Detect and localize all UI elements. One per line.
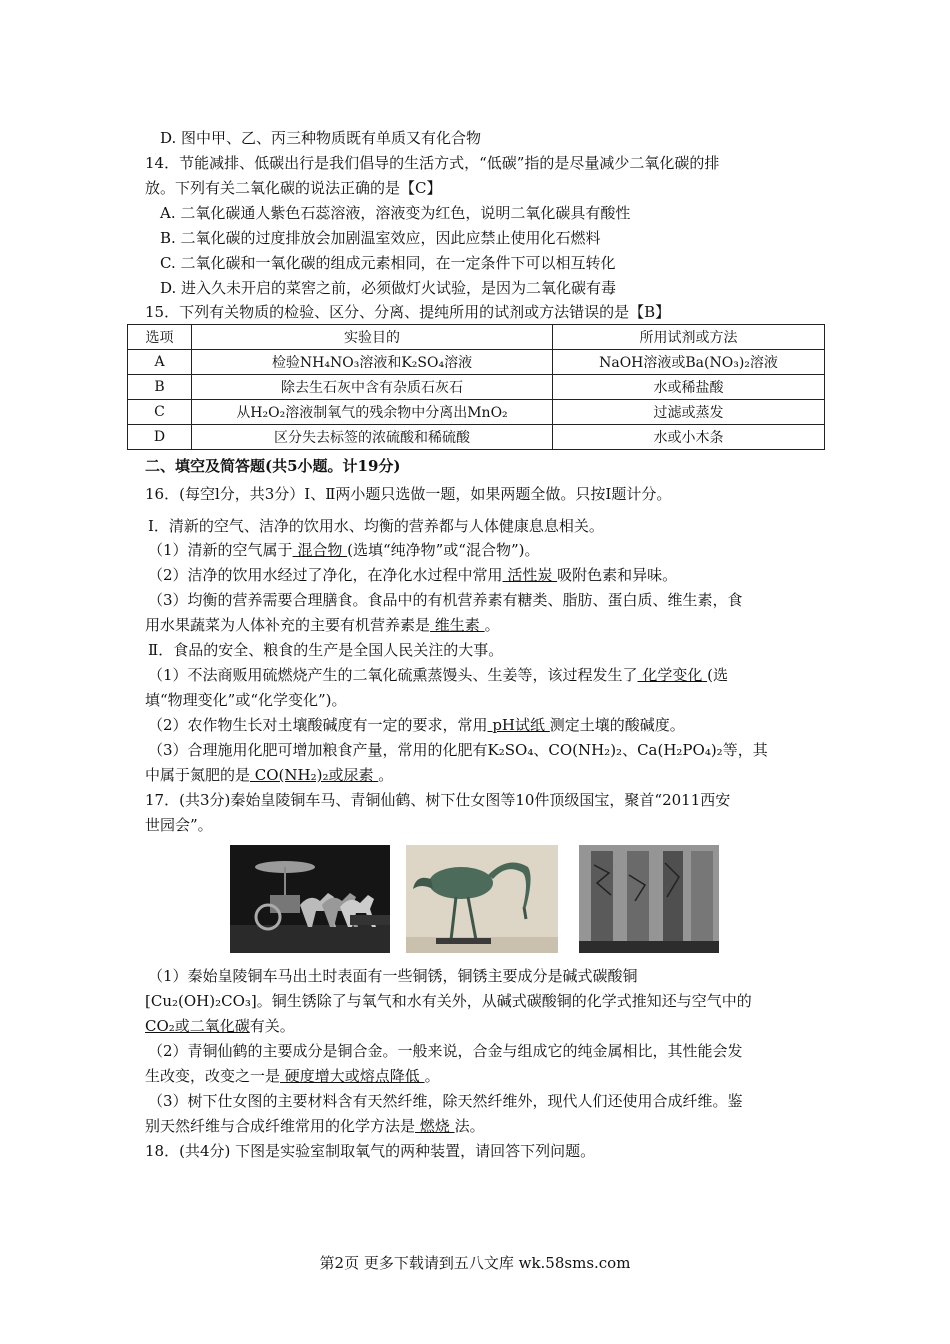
q17-1-line1: （1）秦始皇陵铜车马出土时表面有一些铜锈，铜锈主要成分是碱式碳酸铜: [148, 967, 638, 985]
table-header: 所用试剂或方法: [553, 325, 825, 350]
answer-blank: 燃烧: [415, 1117, 455, 1135]
q17-3-line1: （3）树下仕女图的主要材料含有天然纤维，除天然纤维外，现代人们还使用合成纤维。鉴: [148, 1092, 743, 1110]
answer-blank: 混合物: [292, 541, 348, 559]
q14-option-a: A. 二氧化碳通人紫色石蕊溶液，溶液变为红色，说明二氧化碳具有酸性: [160, 204, 631, 222]
q16-ii-intro: Ⅱ．食品的安全、粮食的生产是全国人民关注的大事。: [148, 641, 504, 659]
table-row: [128, 350, 825, 375]
q16-i-3-pre: 用水果蔬菜为人体补充的主要有机营养素是: [145, 616, 431, 634]
q17-head-line1: 17．(共3分)秦始皇陵铜车马、青铜仙鹤、树下仕女图等10件顶级国宝，聚首“2011西安: [145, 791, 731, 809]
q17-2-post: 。: [424, 1067, 440, 1085]
q15-stem: 15．下列有关物质的检验、区分、分离、提纯所用的试剂或方法错误的是【B】: [145, 303, 671, 321]
table-row: [128, 425, 825, 450]
q17-3-pre: 别天然纤维与合成纤维常用的化学方法是: [145, 1117, 416, 1135]
table-header: 实验目的: [192, 325, 553, 350]
q14-option-b: B. 二氧化碳的过度排放会加剧温室效应，因此应禁止使用化石燃料: [160, 229, 601, 247]
q16-ii-1-line2: 填“物理变化”或“化学变化”)。: [145, 691, 347, 709]
q16-head: [145, 484, 671, 504]
table-cell: 除去生石灰中含有杂质石灰石: [192, 375, 553, 400]
q13-option-d: D. 图中甲、乙、丙三种物质既有单质又有化合物: [160, 129, 482, 147]
q16-ii-3-line2: [145, 765, 393, 785]
table-cell: D: [128, 425, 192, 450]
answer-blank: 化学变化: [637, 666, 708, 684]
q17-2-pre: 生改变，改变之一是: [145, 1067, 281, 1085]
table-cell: 水或小木条: [553, 425, 825, 450]
table-header-row: [128, 325, 825, 350]
q17-2-line1: （2）青铜仙鹤的主要成分是铜合金。一般来说，合金与组成它的纯金属相比，其性能会发: [148, 1042, 743, 1060]
table-row: [128, 400, 825, 425]
q16-ii-1: [148, 665, 728, 685]
q16-i-1-pre: （1）清新的空气属于: [148, 541, 293, 559]
q17-3-line2: [145, 1116, 485, 1136]
table-cell: 检验NH₄NO₃溶液和K₂SO₄溶液: [192, 350, 553, 375]
q14-stem-line1: 14．节能减排、低碳出行是我们倡导的生活方式，“低碳”指的是尽量减少二氧化碳的排: [145, 154, 720, 172]
bronze-crane-photo: [406, 845, 558, 953]
table-row: [128, 375, 825, 400]
q17-1-line2: [Cu₂(OH)₂CO₃]。铜生锈除了与氧气和水有关外，从碱式碳酸铜的化学式推知还与空气中的: [145, 992, 752, 1010]
q15-table: [127, 324, 825, 450]
q16-i-2-pre: （2）洁净的饮用水经过了净化，在净化水过程中常用: [148, 566, 503, 584]
q16-head-text: 16．(每空l分，共3分）Ⅰ、Ⅱ两小题只选做一题，如果两题全做。只按Ⅰ题计分。: [145, 485, 672, 503]
q16-ii-2-pre: （2）农作物生长对土壤酸碱度有一定的要求，常用: [148, 716, 488, 734]
q16-i-3-line1: （3）均衡的营养需要合理膳食。食品中的有机营养素有糖类、脂肪、蛋白质、维生素，食: [148, 591, 743, 609]
table-header: 选项: [128, 325, 192, 350]
q17-2-line2: [145, 1066, 440, 1086]
answer-blank: pH试纸: [487, 716, 550, 734]
q14-option-d: D. 进入久未开启的菜窖之前，必须做灯火试验，是因为二氧化碳有毒: [160, 279, 617, 297]
mural-painting-photo: [579, 845, 719, 953]
table-cell: C: [128, 400, 192, 425]
q16-i-3-post: 。: [484, 616, 500, 634]
section-heading: 二、填空及简答题(共5小题。计19分): [145, 457, 401, 475]
table-cell: 从H₂O₂溶液制氧气的残余物中分离出MnO₂: [192, 400, 553, 425]
table-cell: A: [128, 350, 192, 375]
q14-stem-line2: 放。下列有关二氧化碳的说法正确的是【C】: [145, 179, 442, 197]
q17-head-line2: 世园会”。: [145, 816, 213, 834]
q14-option-c: C. 二氧化碳和一氧化碳的组成元素相同，在一定条件下可以相互转化: [160, 254, 616, 272]
q16-ii-1-post: (选: [707, 666, 728, 684]
table-cell: 过滤或蒸发: [553, 400, 825, 425]
q18-head: 18．(共4分) 下图是实验室制取氧气的两种装置，请回答下列问题。: [145, 1142, 596, 1160]
q16-ii-3-line1: （3）合理施用化肥可增加粮食产量，常用的化肥有K₂SO₄、CO(NH₂)₂、Ca(H₂PO₄)₂等，其: [148, 741, 768, 759]
table-cell: 区分失去标签的浓硫酸和稀硫酸: [192, 425, 553, 450]
answer-blank: 活性炭: [502, 566, 558, 584]
page-footer: 第2页 更多下载请到五八文库 wk.58sms.com: [319, 1254, 631, 1272]
q16-i-1-post: (选填“纯净物”或“混合物”)。: [347, 541, 540, 559]
q16-i-3-line2: [145, 615, 500, 635]
q16-ii-2: [148, 715, 685, 735]
q17-1-line3: [145, 1016, 295, 1036]
bronze-chariot-photo: [230, 845, 390, 953]
q16-ii-3-pre: 中属于氮肥的是: [145, 766, 251, 784]
table-cell: 水或稀盐酸: [553, 375, 825, 400]
q16-i-intro: Ⅰ．清新的空气、洁净的饮用水、均衡的营养都与人体健康息息相关。: [148, 517, 604, 535]
answer-blank: CO₂或二氧化碳: [145, 1017, 250, 1035]
answer-blank: CO(NH₂)₂或尿素: [250, 766, 379, 784]
answer-blank: 维生素: [430, 616, 485, 634]
q16-i-2: [148, 565, 677, 585]
q16-i-1: [148, 540, 539, 560]
q17-1-post: 有关。: [249, 1017, 295, 1035]
table-cell: B: [128, 375, 192, 400]
q17-3-post: 法。: [454, 1117, 485, 1135]
q16-ii-3-post: 。: [378, 766, 394, 784]
answer-blank: 硬度增大或熔点降低: [280, 1067, 425, 1085]
table-cell: NaOH溶液或Ba(NO₃)₂溶液: [553, 350, 825, 375]
q16-ii-1-pre: （1）不法商贩用硫燃烧产生的二氧化硫熏蒸馒头、生姜等，该过程发生了: [148, 666, 638, 684]
q16-ii-2-post: 测定土壤的酸碱度。: [549, 716, 685, 734]
q16-i-2-post: 吸附色素和异味。: [557, 566, 678, 584]
